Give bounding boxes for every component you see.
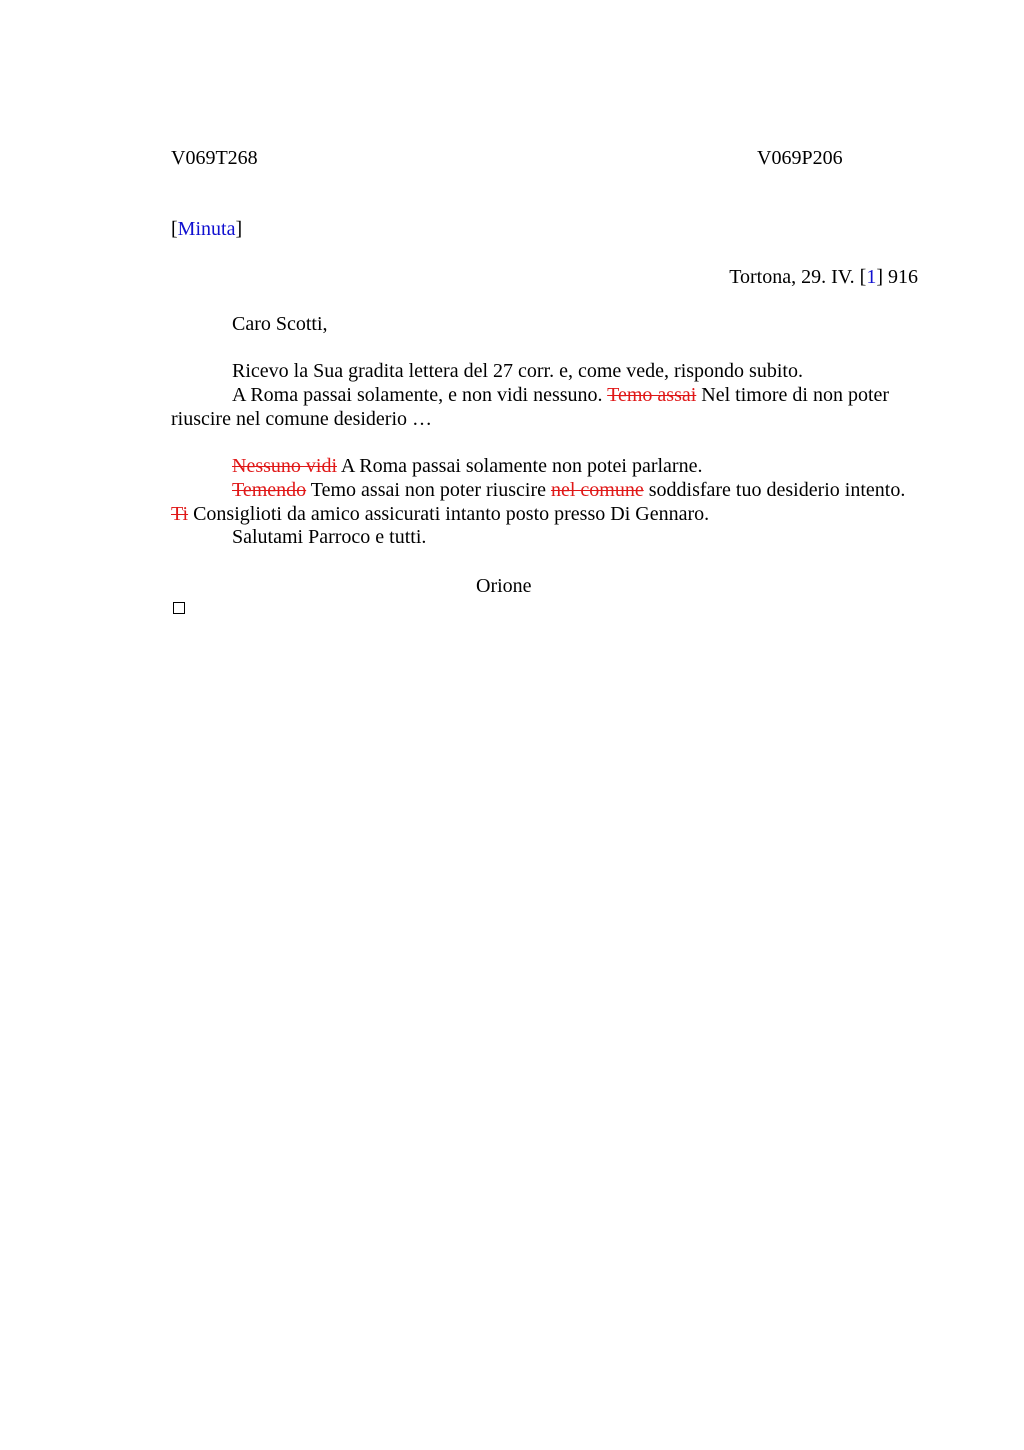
footnote-close-bracket: ] [876,266,883,288]
greeting: Caro Scotti, [232,313,328,335]
deleted-text: Temo assai [607,384,697,406]
document-code-right: V069P206 [757,147,843,169]
minuta-close-bracket: ] [235,218,243,240]
paragraph-4 [171,479,921,526]
paragraph-1-text: Ricevo la Sua gradita lettera del 27 corr. e, come vede, rispondo subito. [232,360,803,382]
dateline-year: 916 [883,266,918,288]
paragraph-3-text: A Roma passai solamente non potei parlarne. [337,455,703,477]
paragraph-5 [171,526,921,550]
minuta-link[interactable]: Minuta [177,218,236,240]
minuta-open-bracket: [ [171,218,178,240]
dateline-place-date: Tortona, 29. IV. [729,266,860,288]
deleted-text: Temendo [232,479,307,501]
footnote-ref-link[interactable]: 1 [866,266,877,288]
paragraph-2 [171,384,921,431]
paragraph-4-text-c: Consiglioti da amico assicurati intanto posto presso Di Gennaro. [188,502,710,525]
deleted-text: Nessuno vidi [232,455,337,477]
paragraph-4-text-a: Temo assai non poter riuscire [306,479,551,501]
paragraph-5-text: Salutami Parroco e tutti. [232,526,427,548]
deleted-text: Ti [171,502,189,525]
footnote-open-bracket: [ [859,266,867,288]
signature: Orione [476,575,532,597]
minuta-label [171,217,242,241]
deleted-text: nel comune [550,479,644,501]
paragraph-1 [171,360,921,384]
paragraph-2-text-a: A Roma passai solamente, e non vidi nessuno. [232,384,608,406]
paragraph-3 [171,455,921,479]
end-of-document-box-icon [173,602,185,614]
paragraph-4-text-b: soddisfare tuo desiderio intento. [643,479,906,501]
dateline [729,265,918,289]
document-code-left: V069T268 [171,147,258,169]
paragraph-2-text-b: Nel timore di non poter riuscire nel comune desiderio … [171,384,890,430]
